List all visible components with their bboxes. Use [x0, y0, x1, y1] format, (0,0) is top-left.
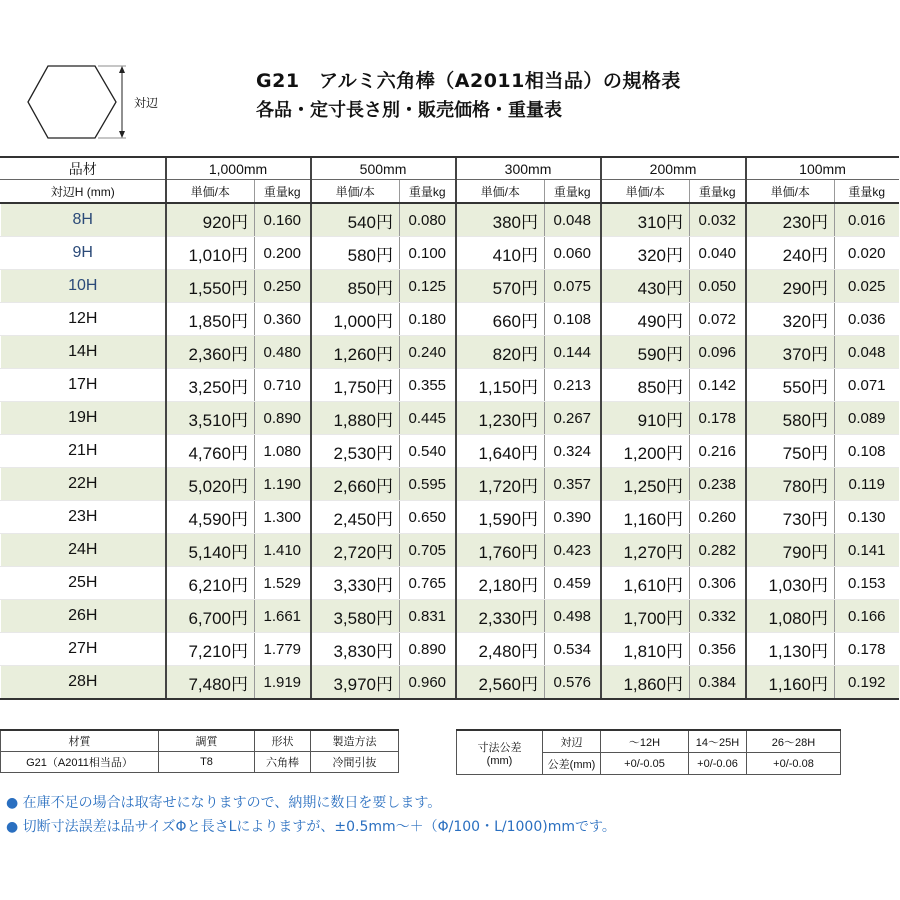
spec-method: 冷間引抜	[311, 752, 399, 773]
price-cell: 5,140円	[166, 534, 255, 567]
tolerance-dim-label: 対辺	[543, 730, 601, 753]
weight-cell: 0.445	[400, 402, 456, 435]
price-cell: 1,700円	[601, 600, 690, 633]
price-cell: 850円	[601, 369, 690, 402]
price-cell: 570円	[456, 270, 545, 303]
table-row	[1, 237, 899, 270]
weight-cell: 1.919	[255, 666, 311, 700]
price-cell: 730円	[746, 501, 835, 534]
weight-cell: 0.119	[835, 468, 899, 501]
weight-cell: 1.080	[255, 435, 311, 468]
price-cell: 490円	[601, 303, 690, 336]
weight-cell: 0.025	[835, 270, 899, 303]
spec-temper: T8	[159, 752, 255, 773]
note-stock: ● 在庫不足の場合は取寄せになりますので、納期に数日を要します。	[6, 795, 442, 811]
price-cell: 1,160円	[601, 501, 690, 534]
weight-cell: 0.705	[400, 534, 456, 567]
weight-cell: 0.213	[545, 369, 601, 402]
tolerance-value: +0/-0.05	[601, 753, 689, 775]
price-cell: 1,550円	[166, 270, 255, 303]
size-cell: 25H	[1, 567, 166, 600]
price-cell: 2,180円	[456, 567, 545, 600]
tolerance-value: +0/-0.08	[747, 753, 841, 775]
tolerance-range: 26～28H	[747, 730, 841, 753]
size-cell: 28H	[1, 666, 166, 700]
size-cell: 23H	[1, 501, 166, 534]
weight-cell: 1.190	[255, 468, 311, 501]
weight-cell: 0.480	[255, 336, 311, 369]
weight-header: 重量kg	[400, 180, 456, 204]
price-cell: 7,210円	[166, 633, 255, 666]
weight-cell: 0.180	[400, 303, 456, 336]
price-cell: 430円	[601, 270, 690, 303]
price-cell: 2,360円	[166, 336, 255, 369]
price-cell: 750円	[746, 435, 835, 468]
weight-cell: 0.390	[545, 501, 601, 534]
weight-cell: 0.238	[690, 468, 746, 501]
table-row	[1, 633, 899, 666]
table-row	[1, 270, 899, 303]
price-cell: 2,450円	[311, 501, 400, 534]
tolerance-value: +0/-0.06	[689, 753, 747, 775]
price-cell: 820円	[456, 336, 545, 369]
weight-cell: 0.576	[545, 666, 601, 700]
size-cell: 24H	[1, 534, 166, 567]
price-cell: 1,860円	[601, 666, 690, 700]
weight-cell: 0.130	[835, 501, 899, 534]
tolerance-range: 14～25H	[689, 730, 747, 753]
weight-cell: 0.423	[545, 534, 601, 567]
weight-cell: 0.595	[400, 468, 456, 501]
price-cell: 370円	[746, 336, 835, 369]
price-cell: 2,530円	[311, 435, 400, 468]
weight-cell: 0.240	[400, 336, 456, 369]
price-cell: 3,970円	[311, 666, 400, 700]
price-cell: 920円	[166, 203, 255, 237]
weight-cell: 0.050	[690, 270, 746, 303]
price-cell: 850円	[311, 270, 400, 303]
weight-cell: 0.160	[255, 203, 311, 237]
weight-cell: 0.020	[835, 237, 899, 270]
price-cell: 1,230円	[456, 402, 545, 435]
price-cell: 1,030円	[746, 567, 835, 600]
length-header: 300mm	[456, 157, 601, 180]
length-header: 200mm	[601, 157, 746, 180]
price-cell: 3,330円	[311, 567, 400, 600]
price-cell: 310円	[601, 203, 690, 237]
weight-cell: 0.282	[690, 534, 746, 567]
price-cell: 2,480円	[456, 633, 545, 666]
weight-cell: 1.661	[255, 600, 311, 633]
price-cell: 6,210円	[166, 567, 255, 600]
price-cell: 4,590円	[166, 501, 255, 534]
price-header: 単価/本	[601, 180, 690, 204]
table-row	[1, 468, 899, 501]
price-cell: 1,640円	[456, 435, 545, 468]
price-cell: 7,480円	[166, 666, 255, 700]
weight-cell: 0.096	[690, 336, 746, 369]
tolerance-range: ～12H	[601, 730, 689, 753]
price-cell: 580円	[311, 237, 400, 270]
weight-cell: 0.890	[400, 633, 456, 666]
spec-header-method: 製造方法	[311, 730, 399, 752]
price-cell: 2,330円	[456, 600, 545, 633]
weight-cell: 0.534	[545, 633, 601, 666]
tolerance-label	[457, 730, 543, 775]
price-cell: 1,130円	[746, 633, 835, 666]
price-cell: 3,250円	[166, 369, 255, 402]
row-header-bottom: 対辺H (mm)	[1, 180, 166, 204]
tolerance-tol-label: 公差(mm)	[543, 753, 601, 775]
weight-cell: 0.072	[690, 303, 746, 336]
weight-cell: 0.356	[690, 633, 746, 666]
weight-cell: 0.260	[690, 501, 746, 534]
weight-cell: 0.324	[545, 435, 601, 468]
price-cell: 790円	[746, 534, 835, 567]
price-cell: 1,850円	[166, 303, 255, 336]
price-cell: 1,150円	[456, 369, 545, 402]
weight-cell: 0.016	[835, 203, 899, 237]
table-row	[1, 435, 899, 468]
table-row	[1, 369, 899, 402]
weight-cell: 1.529	[255, 567, 311, 600]
price-header: 単価/本	[311, 180, 400, 204]
weight-cell: 0.890	[255, 402, 311, 435]
price-cell: 320円	[746, 303, 835, 336]
size-cell: 27H	[1, 633, 166, 666]
weight-cell: 0.250	[255, 270, 311, 303]
weight-cell: 0.080	[400, 203, 456, 237]
weight-header: 重量kg	[545, 180, 601, 204]
weight-cell: 0.166	[835, 600, 899, 633]
price-cell: 1,260円	[311, 336, 400, 369]
price-cell: 5,020円	[166, 468, 255, 501]
tolerance-label-line1: 寸法公差	[477, 741, 522, 754]
size-cell: 22H	[1, 468, 166, 501]
price-cell: 6,700円	[166, 600, 255, 633]
weight-cell: 0.357	[545, 468, 601, 501]
weight-cell: 0.360	[255, 303, 311, 336]
dimension-label: 対辺	[134, 96, 159, 110]
table-row	[1, 336, 899, 369]
price-cell: 540円	[311, 203, 400, 237]
weight-cell: 0.032	[690, 203, 746, 237]
weight-cell: 1.300	[255, 501, 311, 534]
weight-cell: 0.100	[400, 237, 456, 270]
price-cell: 1,200円	[601, 435, 690, 468]
page-title: G21 アルミ六角棒（A2011相当品）の規格表	[256, 70, 681, 92]
price-cell: 290円	[746, 270, 835, 303]
spec-header-temper: 調質	[159, 730, 255, 752]
size-cell: 9H	[1, 237, 166, 270]
weight-cell: 0.306	[690, 567, 746, 600]
weight-cell: 0.144	[545, 336, 601, 369]
weight-header: 重量kg	[255, 180, 311, 204]
spec-header-material: 材質	[1, 730, 159, 752]
price-cell: 1,000円	[311, 303, 400, 336]
spec-shape: 六角棒	[255, 752, 311, 773]
price-cell: 1,160円	[746, 666, 835, 700]
price-cell: 3,510円	[166, 402, 255, 435]
price-cell: 1,270円	[601, 534, 690, 567]
price-cell: 780円	[746, 468, 835, 501]
table-row	[1, 600, 899, 633]
weight-cell: 0.040	[690, 237, 746, 270]
table-row	[1, 567, 899, 600]
size-cell: 8H	[1, 203, 166, 237]
weight-cell: 0.192	[835, 666, 899, 700]
weight-cell: 0.089	[835, 402, 899, 435]
spec-material: G21（A2011相当品）	[1, 752, 159, 773]
table-row	[1, 501, 899, 534]
weight-cell: 0.459	[545, 567, 601, 600]
weight-cell: 0.540	[400, 435, 456, 468]
price-cell: 1,250円	[601, 468, 690, 501]
page-subtitle: 各品・定寸長さ別・販売価格・重量表	[256, 100, 562, 121]
weight-cell: 0.048	[835, 336, 899, 369]
price-cell: 240円	[746, 237, 835, 270]
price-cell: 590円	[601, 336, 690, 369]
weight-cell: 0.384	[690, 666, 746, 700]
weight-cell: 0.216	[690, 435, 746, 468]
price-cell: 660円	[456, 303, 545, 336]
table-row	[1, 402, 899, 435]
weight-cell: 0.960	[400, 666, 456, 700]
price-cell: 230円	[746, 203, 835, 237]
weight-cell: 0.710	[255, 369, 311, 402]
price-cell: 4,760円	[166, 435, 255, 468]
weight-cell: 0.153	[835, 567, 899, 600]
table-row	[1, 303, 899, 336]
weight-cell: 0.831	[400, 600, 456, 633]
spec-header-shape: 形状	[255, 730, 311, 752]
price-cell: 1,010円	[166, 237, 255, 270]
weight-cell: 0.332	[690, 600, 746, 633]
price-cell: 910円	[601, 402, 690, 435]
price-header: 単価/本	[166, 180, 255, 204]
length-header: 100mm	[746, 157, 899, 180]
price-cell: 2,660円	[311, 468, 400, 501]
size-cell: 21H	[1, 435, 166, 468]
table-row	[1, 203, 899, 237]
hexagon-diagram	[22, 62, 182, 150]
weight-cell: 0.267	[545, 402, 601, 435]
weight-cell: 0.178	[835, 633, 899, 666]
weight-cell: 0.498	[545, 600, 601, 633]
price-cell: 1,720円	[456, 468, 545, 501]
size-cell: 17H	[1, 369, 166, 402]
row-header-top: 品材	[1, 157, 166, 180]
price-cell: 1,880円	[311, 402, 400, 435]
price-cell: 1,810円	[601, 633, 690, 666]
price-cell: 320円	[601, 237, 690, 270]
weight-header: 重量kg	[835, 180, 899, 204]
price-cell: 580円	[746, 402, 835, 435]
weight-cell: 0.071	[835, 369, 899, 402]
table-row	[1, 534, 899, 567]
price-cell: 1,610円	[601, 567, 690, 600]
weight-cell: 0.125	[400, 270, 456, 303]
spec-table	[0, 729, 399, 773]
weight-cell: 0.141	[835, 534, 899, 567]
weight-cell: 0.075	[545, 270, 601, 303]
weight-cell: 1.410	[255, 534, 311, 567]
size-cell: 26H	[1, 600, 166, 633]
price-header: 単価/本	[456, 180, 545, 204]
price-cell: 410円	[456, 237, 545, 270]
weight-cell: 0.178	[690, 402, 746, 435]
note-cutting: ● 切断寸法誤差は品サイズΦと長さLによりますが、±0.5mm～＋（Φ/100・L/1000)mmです。	[6, 819, 616, 835]
price-cell: 3,830円	[311, 633, 400, 666]
price-cell: 1,750円	[311, 369, 400, 402]
weight-cell: 0.048	[545, 203, 601, 237]
table-row	[1, 666, 899, 700]
length-header: 500mm	[311, 157, 456, 180]
price-cell: 2,720円	[311, 534, 400, 567]
price-cell: 380円	[456, 203, 545, 237]
price-cell: 1,590円	[456, 501, 545, 534]
price-cell: 2,560円	[456, 666, 545, 700]
size-cell: 12H	[1, 303, 166, 336]
size-cell: 19H	[1, 402, 166, 435]
weight-cell: 0.355	[400, 369, 456, 402]
weight-cell: 0.142	[690, 369, 746, 402]
tolerance-label-line2: (mm)	[486, 754, 513, 767]
weight-cell: 0.765	[400, 567, 456, 600]
size-cell: 10H	[1, 270, 166, 303]
size-cell: 14H	[1, 336, 166, 369]
weight-cell: 1.779	[255, 633, 311, 666]
price-table	[0, 156, 899, 700]
weight-cell: 0.036	[835, 303, 899, 336]
tolerance-table	[456, 729, 841, 775]
weight-header: 重量kg	[690, 180, 746, 204]
weight-cell: 0.650	[400, 501, 456, 534]
weight-cell: 0.108	[835, 435, 899, 468]
weight-cell: 0.200	[255, 237, 311, 270]
weight-cell: 0.108	[545, 303, 601, 336]
price-cell: 1,080円	[746, 600, 835, 633]
price-cell: 1,760円	[456, 534, 545, 567]
price-cell: 550円	[746, 369, 835, 402]
length-header: 1,000mm	[166, 157, 311, 180]
price-header: 単価/本	[746, 180, 835, 204]
weight-cell: 0.060	[545, 237, 601, 270]
price-cell: 3,580円	[311, 600, 400, 633]
